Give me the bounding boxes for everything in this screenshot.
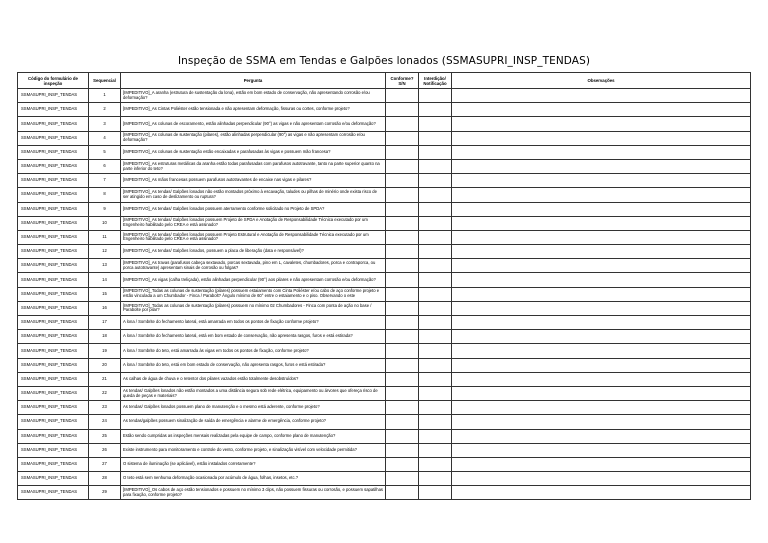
- row-conforme[interactable]: [386, 287, 419, 301]
- row-interdicao[interactable]: [419, 330, 452, 344]
- row-code: SSMASUPRI_INSP_TENDAS: [18, 415, 89, 429]
- row-conforme[interactable]: [386, 202, 419, 216]
- row-sequencial: 1: [89, 89, 121, 103]
- table-row: [18, 145, 751, 159]
- row-conforme[interactable]: [386, 245, 419, 259]
- row-code: SSMASUPRI_INSP_TENDAS: [18, 344, 89, 358]
- document-title: Inspeção de SSMA em Tendas e Galpões lonados (SSMASUPRI_INSP_TENDAS): [177, 55, 591, 67]
- table-row: [18, 117, 751, 131]
- row-question: [IMPEDITIVO]_As colunas de escoramento, estão alinhadas perpendicular (90°) as vigas e não apresentam corrosão e/ou deformação?: [121, 117, 386, 131]
- row-interdicao[interactable]: [419, 145, 452, 159]
- table-row: [18, 89, 751, 103]
- row-question: [IMPEDITIVO]_Os cabos de aço estão tensionados e possuem no mínimo 3 clips, não possuem fissuras ou corrosão, e possuem sapatilhas para fixação, conforme projeto?: [121, 486, 386, 500]
- row-sequencial: 3: [89, 117, 121, 131]
- row-code: SSMASUPRI_INSP_TENDAS: [18, 457, 89, 471]
- row-sequencial: 15: [89, 287, 121, 301]
- row-code: SSMASUPRI_INSP_TENDAS: [18, 372, 89, 386]
- row-sequencial: 6: [89, 159, 121, 173]
- row-conforme[interactable]: [386, 117, 419, 131]
- row-interdicao[interactable]: [419, 159, 452, 173]
- row-observacoes[interactable]: [452, 472, 751, 486]
- table-row: [18, 103, 751, 117]
- row-sequencial: 16: [89, 301, 121, 315]
- row-code: SSMASUPRI_INSP_TENDAS: [18, 287, 89, 301]
- row-code: SSMASUPRI_INSP_TENDAS: [18, 358, 89, 372]
- row-conforme[interactable]: [386, 472, 419, 486]
- row-interdicao[interactable]: [419, 358, 452, 372]
- row-observacoes[interactable]: [452, 273, 751, 287]
- row-code: SSMASUPRI_INSP_TENDAS: [18, 330, 89, 344]
- table-row: [18, 287, 751, 301]
- row-interdicao[interactable]: [419, 443, 452, 457]
- row-conforme[interactable]: [386, 486, 419, 500]
- table-row: [18, 486, 751, 500]
- row-observacoes[interactable]: [452, 216, 751, 230]
- row-code: SSMASUPRI_INSP_TENDAS: [18, 159, 89, 173]
- header-conforme: Conforme? S/N: [386, 73, 419, 89]
- row-conforme[interactable]: [386, 372, 419, 386]
- row-conforme[interactable]: [386, 330, 419, 344]
- row-observacoes[interactable]: [452, 301, 751, 315]
- row-question: A lona / Sombrite do teto, está amarrada às vigas em todos os pontos de fixação, conforme projeto?: [121, 344, 386, 358]
- row-observacoes[interactable]: [452, 443, 751, 457]
- row-code: SSMASUPRI_INSP_TENDAS: [18, 216, 89, 230]
- row-conforme[interactable]: [386, 188, 419, 202]
- row-observacoes[interactable]: [452, 287, 751, 301]
- row-question: A lona / Sombrite do fechamento lateral, está amarrada em todos os pontos de fixação conforme projeto?: [121, 316, 386, 330]
- row-sequencial: 26: [89, 443, 121, 457]
- row-observacoes[interactable]: [452, 131, 751, 145]
- row-observacoes[interactable]: [452, 188, 751, 202]
- row-code: SSMASUPRI_INSP_TENDAS: [18, 259, 89, 273]
- row-interdicao[interactable]: [419, 259, 452, 273]
- row-question: [IMPEDITIVO]_As Cintas Poliéster estão tensionada e não apresentam deformação, fissuras ou cortes, conforme projeto?: [121, 103, 386, 117]
- header-observacoes: Observações: [452, 73, 751, 89]
- row-observacoes[interactable]: [452, 117, 751, 131]
- row-question: Estão sendo cumpridas as inspeções mensais realizadas pela equipe de campo, conforme plano de manutenção?: [121, 429, 386, 443]
- row-interdicao[interactable]: [419, 131, 452, 145]
- row-observacoes[interactable]: [452, 386, 751, 400]
- row-code: SSMASUPRI_INSP_TENDAS: [18, 117, 89, 131]
- row-observacoes[interactable]: [452, 401, 751, 415]
- row-interdicao[interactable]: [419, 103, 452, 117]
- row-question: [IMPEDITIVO]_As colunas de sustentação estão encaixadas e parafusadas às vigas e possuem mão francesa?: [121, 145, 386, 159]
- row-observacoes[interactable]: [452, 358, 751, 372]
- row-interdicao[interactable]: [419, 287, 452, 301]
- row-question: [IMPEDITIVO]_As tendas/ Galpões lonados não estão montados próximo à escavação, taludes ou pilhas de minério onde exista risco de ser atingido em caso de deslizamento ou ruptura?: [121, 188, 386, 202]
- row-conforme[interactable]: [386, 358, 419, 372]
- header-pergunta: Pergunta: [121, 73, 386, 89]
- table-header-row: [18, 73, 751, 89]
- row-observacoes[interactable]: [452, 230, 751, 244]
- row-sequencial: 11: [89, 230, 121, 244]
- row-conforme[interactable]: [386, 443, 419, 457]
- row-question: Existe instrumento para monitoramento e controle do vento, conforme projeto, e sinalização visível com velocidade permitida?: [121, 443, 386, 457]
- row-observacoes[interactable]: [452, 89, 751, 103]
- row-observacoes[interactable]: [452, 372, 751, 386]
- table-row: [18, 457, 751, 471]
- row-conforme[interactable]: [386, 415, 419, 429]
- row-sequencial: 28: [89, 472, 121, 486]
- row-conforme[interactable]: [386, 401, 419, 415]
- row-interdicao[interactable]: [419, 429, 452, 443]
- row-question: [IMPEDITIVO]_As tendas/ Galpões lonados possuem aterramento conforme solicitado no Projeto de SPDA?: [121, 202, 386, 216]
- row-interdicao[interactable]: [419, 486, 452, 500]
- row-observacoes[interactable]: [452, 344, 751, 358]
- row-question: [IMPEDITIVO]_As tendas/ Galpões lonados possuem Projeto de SPDA e Anotação de Responsabilidade Técnica executado por um Engenheiro habilitado pelo CREA e está assinado?: [121, 216, 386, 230]
- row-interdicao[interactable]: [419, 202, 452, 216]
- row-observacoes[interactable]: [452, 103, 751, 117]
- row-code: SSMASUPRI_INSP_TENDAS: [18, 472, 89, 486]
- row-question: O teto está sem nenhuma deformação ocasionada por acúmulo de água, folhas, insetos, etc.?: [121, 472, 386, 486]
- row-code: SSMASUPRI_INSP_TENDAS: [18, 188, 89, 202]
- table-row: [18, 443, 751, 457]
- row-question: A lona / Sombrite do fechamento lateral, está em bom estado de conservação, não apresenta rasgos, furos e está estirada?: [121, 330, 386, 344]
- row-question: As tendas/ Galpões lonados possuem plano de manutenção e o mesmo está aderente, conforme projeto?: [121, 401, 386, 415]
- row-code: SSMASUPRI_INSP_TENDAS: [18, 486, 89, 500]
- row-interdicao[interactable]: [419, 216, 452, 230]
- row-sequencial: 25: [89, 429, 121, 443]
- row-conforme[interactable]: [386, 316, 419, 330]
- row-question: [IMPEDITIVO]_As tendas/ Galpões lonados possuem Projeto Estrutural e Anotação de Responsabilidade Técnica executado por um Engenheiro habilitado pelo CREA e está assinado?: [121, 230, 386, 244]
- row-code: SSMASUPRI_INSP_TENDAS: [18, 386, 89, 400]
- row-question: As tendas/galpões possuem sinalização de saída de emergência e alarme de emergência, conforme projeto?: [121, 415, 386, 429]
- row-code: SSMASUPRI_INSP_TENDAS: [18, 145, 89, 159]
- row-conforme[interactable]: [386, 174, 419, 188]
- row-sequencial: 4: [89, 131, 121, 145]
- row-observacoes[interactable]: [452, 457, 751, 471]
- row-sequencial: 5: [89, 145, 121, 159]
- row-observacoes[interactable]: [452, 174, 751, 188]
- row-observacoes[interactable]: [452, 159, 751, 173]
- row-question: [IMPEDITIVO]_As mãos francesas possuem parafusos autotravantes de encaixe nas vigas e pilares?: [121, 174, 386, 188]
- row-sequencial: 14: [89, 273, 121, 287]
- table-row: [18, 386, 751, 400]
- row-question: [IMPEDITIVO]_As estruturas metálicas da aranha estão todas parafusadas com parafusos autotravante, tanto na parte superior quanto na parte inferior do teto?: [121, 159, 386, 173]
- row-question: As tendas/ Galpões lonados não estão montados a uma distância segura sob rede elétrica, equipamento ou árvores que ofereça risco de queda de peças e materiais?: [121, 386, 386, 400]
- row-sequencial: 13: [89, 259, 121, 273]
- row-interdicao[interactable]: [419, 117, 452, 131]
- row-sequencial: 29: [89, 486, 121, 500]
- row-conforme[interactable]: [386, 103, 419, 117]
- table-row: [18, 131, 751, 145]
- row-observacoes[interactable]: [452, 415, 751, 429]
- row-conforme[interactable]: [386, 386, 419, 400]
- row-interdicao[interactable]: [419, 174, 452, 188]
- row-question: O sistema de iluminação (se aplicável), estão instalados corretamente?: [121, 457, 386, 471]
- row-interdicao[interactable]: [419, 372, 452, 386]
- row-interdicao[interactable]: [419, 415, 452, 429]
- table-row: [18, 372, 751, 386]
- row-sequencial: 24: [89, 415, 121, 429]
- row-conforme[interactable]: [386, 457, 419, 471]
- inspection-table: [17, 72, 751, 500]
- row-code: SSMASUPRI_INSP_TENDAS: [18, 89, 89, 103]
- row-question: As calhas de água de chuva e o retentor dos pilares vazados estão totalmente desobstruídos?: [121, 372, 386, 386]
- row-observacoes[interactable]: [452, 259, 751, 273]
- table-row: [18, 216, 751, 230]
- row-code: SSMASUPRI_INSP_TENDAS: [18, 316, 89, 330]
- row-question: [IMPEDITIVO]_Todas as colunas de sustentação (pilares) possuem no mínimo 02 Chumbadores - Finca com ponta de ação no base / Parabolte por pilar?: [121, 301, 386, 315]
- row-sequencial: 10: [89, 216, 121, 230]
- table-row: [18, 259, 751, 273]
- row-sequencial: 7: [89, 174, 121, 188]
- row-observacoes[interactable]: [452, 202, 751, 216]
- row-question: A lona / Sombrite do teto, está em bom estado de conservação, não apresenta rasgos, furos e está estirada?: [121, 358, 386, 372]
- row-conforme[interactable]: [386, 429, 419, 443]
- row-interdicao[interactable]: [419, 472, 452, 486]
- row-interdicao[interactable]: [419, 301, 452, 315]
- table-row: [18, 344, 751, 358]
- row-interdicao[interactable]: [419, 386, 452, 400]
- row-interdicao[interactable]: [419, 344, 452, 358]
- table-row: [18, 245, 751, 259]
- row-code: SSMASUPRI_INSP_TENDAS: [18, 273, 89, 287]
- row-code: SSMASUPRI_INSP_TENDAS: [18, 443, 89, 457]
- table-row: [18, 159, 751, 173]
- row-sequencial: 2: [89, 103, 121, 117]
- row-interdicao[interactable]: [419, 230, 452, 244]
- row-code: SSMASUPRI_INSP_TENDAS: [18, 174, 89, 188]
- row-observacoes[interactable]: [452, 429, 751, 443]
- table-row: [18, 273, 751, 287]
- table-row: [18, 358, 751, 372]
- row-sequencial: 8: [89, 188, 121, 202]
- row-conforme[interactable]: [386, 301, 419, 315]
- table-row: [18, 401, 751, 415]
- row-observacoes[interactable]: [452, 486, 751, 500]
- row-conforme[interactable]: [386, 230, 419, 244]
- header-sequencial: Sequencial: [89, 73, 121, 89]
- row-sequencial: 9: [89, 202, 121, 216]
- row-question: [IMPEDITIVO]_As colunas de sustentação (pilares), estão alinhadas perpendicular (90°) as vigas e não apresentam corrosão e/ou deformação?: [121, 131, 386, 145]
- row-sequencial: 17: [89, 316, 121, 330]
- header-interdicao: Interdição/ Notificação: [419, 73, 452, 89]
- table-row: [18, 472, 751, 486]
- row-code: SSMASUPRI_INSP_TENDAS: [18, 245, 89, 259]
- row-conforme[interactable]: [386, 259, 419, 273]
- row-sequencial: 19: [89, 344, 121, 358]
- row-question: [IMPEDITIVO]_Todas as colunas de sustentação (pilares) possuem estaiamento com Cinta Poliéster e/ou cabo de aço conforme projeto e estão vinculada a um Chumbador - Finca / Parabolt? Ângulo mínimo de 60° entre o estaiamento e o piso. Observando o este: [121, 287, 386, 301]
- row-conforme[interactable]: [386, 131, 419, 145]
- row-interdicao[interactable]: [419, 316, 452, 330]
- row-sequencial: 27: [89, 457, 121, 471]
- row-conforme[interactable]: [386, 344, 419, 358]
- row-question: [IMPEDITIVO]_As vigas (calha treliçada), estão alinhadas perpendicular (90°) aos pilares e não apresentam corrosão e/ou deformação?: [121, 273, 386, 287]
- header-code: Código do formulário de inspeção: [18, 73, 89, 89]
- row-conforme[interactable]: [386, 273, 419, 287]
- row-code: SSMASUPRI_INSP_TENDAS: [18, 401, 89, 415]
- row-code: SSMASUPRI_INSP_TENDAS: [18, 131, 89, 145]
- row-observacoes[interactable]: [452, 330, 751, 344]
- row-interdicao[interactable]: [419, 245, 452, 259]
- row-conforme[interactable]: [386, 145, 419, 159]
- table-row: [18, 330, 751, 344]
- row-conforme[interactable]: [386, 159, 419, 173]
- row-sequencial: 21: [89, 372, 121, 386]
- row-code: SSMASUPRI_INSP_TENDAS: [18, 103, 89, 117]
- row-interdicao[interactable]: [419, 273, 452, 287]
- row-sequencial: 22: [89, 386, 121, 400]
- table-row: [18, 202, 751, 216]
- row-observacoes[interactable]: [452, 145, 751, 159]
- table-row: [18, 301, 751, 315]
- row-observacoes[interactable]: [452, 245, 751, 259]
- row-code: SSMASUPRI_INSP_TENDAS: [18, 301, 89, 315]
- row-sequencial: 18: [89, 330, 121, 344]
- table-row: [18, 415, 751, 429]
- row-sequencial: 20: [89, 358, 121, 372]
- row-interdicao[interactable]: [419, 89, 452, 103]
- row-conforme[interactable]: [386, 89, 419, 103]
- row-interdicao[interactable]: [419, 188, 452, 202]
- table-row: [18, 188, 751, 202]
- table-row: [18, 174, 751, 188]
- row-sequencial: 23: [89, 401, 121, 415]
- row-conforme[interactable]: [386, 216, 419, 230]
- row-interdicao[interactable]: [419, 457, 452, 471]
- table-row: [18, 316, 751, 330]
- row-code: SSMASUPRI_INSP_TENDAS: [18, 202, 89, 216]
- row-question: [IMPEDITIVO]_As tendas/ Galpões lonados, possuem a placa de liberação (data e responsável)?: [121, 245, 386, 259]
- table-row: [18, 230, 751, 244]
- row-code: SSMASUPRI_INSP_TENDAS: [18, 429, 89, 443]
- row-observacoes[interactable]: [452, 316, 751, 330]
- row-sequencial: 12: [89, 245, 121, 259]
- row-interdicao[interactable]: [419, 401, 452, 415]
- row-question: [IMPEDITIVO]_A aranha (estrutura de sustentação da lona), estão em bom estado de conservação, não apresentando corrosão e/ou deformação?: [121, 89, 386, 103]
- table-row: [18, 429, 751, 443]
- row-code: SSMASUPRI_INSP_TENDAS: [18, 230, 89, 244]
- row-question: [IMPEDITIVO]_As travas (parafusos cabeça sextavado, porcas sextavada, pino em L, cavaletes, chumbadores, porca e contraporca, ou porca autotravante) apresentam sinais de corrosão ou folgas?: [121, 259, 386, 273]
